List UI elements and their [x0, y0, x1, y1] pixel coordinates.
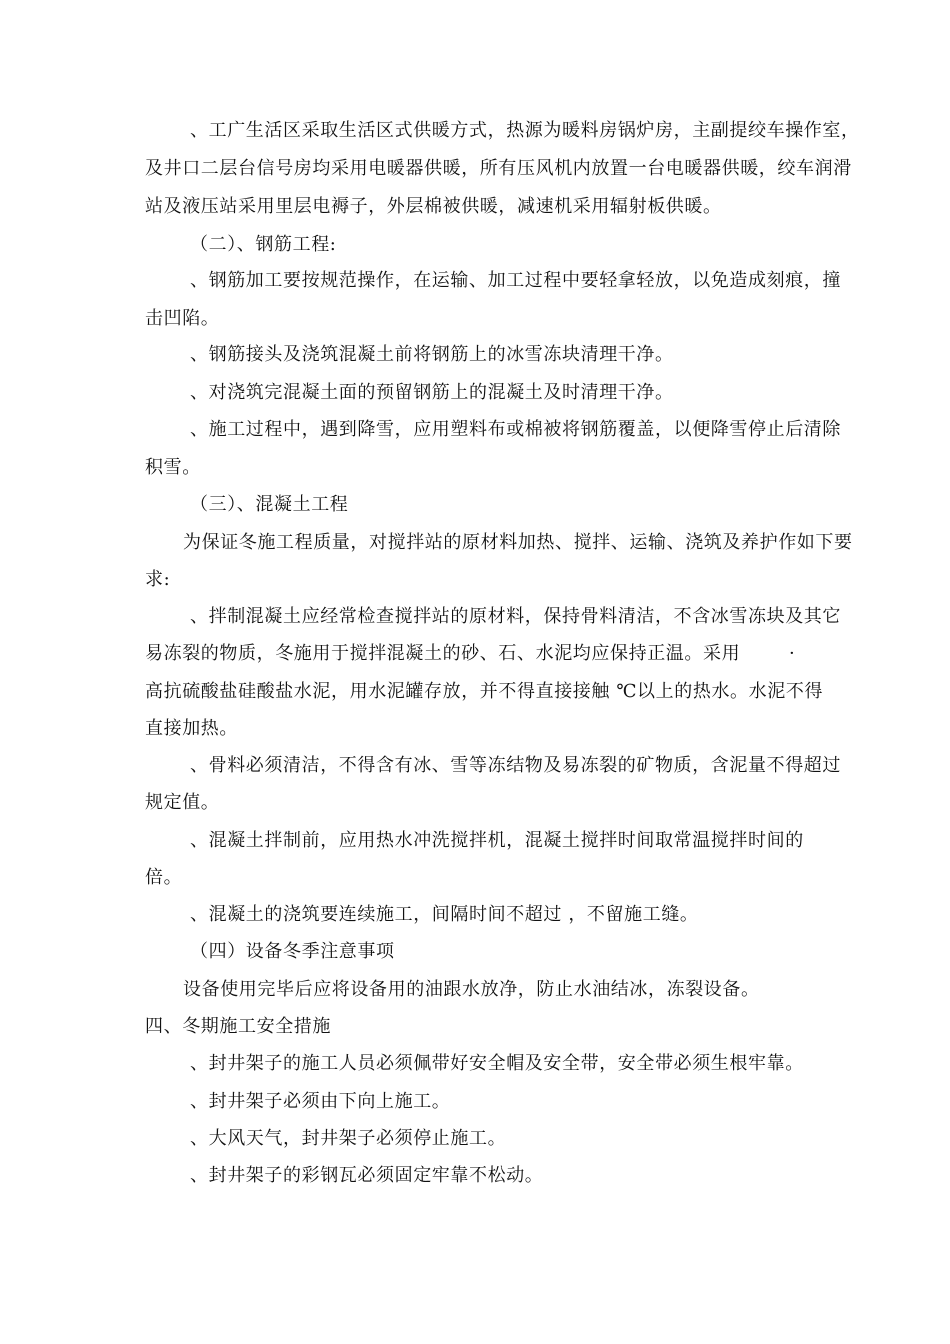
paragraph-line: 、对浇筑完混凝土面的预留钢筋上的混凝土及时清理干净。: [190, 382, 674, 403]
paragraph-line: 易冻裂的物质，冬施用于搅拌混凝土的砂、石、水泥均应保持正温。采用: [145, 643, 741, 664]
paragraph-line: 、施工过程中，遇到降雪，应用塑料布或棉被将钢筋覆盖，以便降雪停止后清除: [190, 419, 841, 440]
paragraph-line: 、混凝土的浇筑要连续施工，间隔时间不超过 ，不留施工缝。: [190, 904, 699, 925]
paragraph-line: 及井口二层台信号房均采用电暖器供暖，所有压风机内放置一台电暖器供暖，绞车润滑: [145, 158, 852, 179]
paragraph-line: 、混凝土拌制前，应用热水冲洗搅拌机，混凝土搅拌时间取常温搅拌时间的: [190, 830, 804, 851]
paragraph-line: 、钢筋接头及浇筑混凝土前将钢筋上的冰雪冻块清理干净。: [190, 344, 674, 365]
paragraph-line: 倍。: [145, 867, 183, 888]
paragraph-line: 直接加热。: [145, 718, 238, 739]
paragraph-line: 、封井架子的施工人员必须佩带好安全帽及安全带，安全带必须生根牢靠。: [190, 1053, 804, 1074]
paragraph-line: 、封井架子必须由下向上施工。: [190, 1091, 451, 1112]
paragraph-line: 、工广生活区采取生活区式供暖方式，热源为暖料房锅炉房，主副提绞车操作室，: [190, 120, 860, 141]
section-heading: （三）、混凝土工程: [190, 494, 349, 515]
paragraph-line: 、大风天气，封井架子必须停止施工。: [190, 1128, 507, 1149]
paragraph-line: 、钢筋加工要按规范操作，在运输、加工过程中要轻拿轻放，以免造成刻痕，撞: [190, 270, 841, 291]
paragraph-line: 规定值。: [145, 792, 220, 813]
paragraph-line: 设备使用完毕后应将设备用的油跟水放净，防止水油结冰，冻裂设备。: [183, 979, 760, 1000]
paragraph-line: 求:: [145, 569, 171, 590]
stray-dot: ·: [789, 643, 795, 664]
paragraph-line: 、拌制混凝土应经常检查搅拌站的原材料，保持骨料清洁，不含冰雪冻块及其它: [190, 606, 841, 627]
paragraph-line: 高抗硫酸盐硅酸盐水泥，用水泥罐存放，并不得直接接触 ℃以上的热水。水泥不得: [145, 681, 824, 702]
section-heading: 四、冬期施工安全措施: [145, 1016, 331, 1037]
paragraph-line: 击凹陷。: [145, 308, 220, 329]
paragraph-line: 、封井架子的彩钢瓦必须固定牢靠不松动。: [190, 1165, 544, 1186]
paragraph-line: 站及液压站采用里层电褥子，外层棉被供暖，减速机采用辐射板供暖。: [145, 196, 722, 217]
paragraph-line: 、骨料必须清洁，不得含有冰、雪等冻结物及易冻裂的矿物质，含泥量不得超过: [190, 755, 841, 776]
paragraph-line: 积雪。: [145, 457, 201, 478]
section-heading: （四）设备冬季注意事项: [190, 941, 395, 962]
section-heading: （二）、钢筋工程:: [190, 234, 337, 255]
paragraph-line: 为保证冬施工程质量，对搅拌站的原材料加热、搅拌、运输、浇筑及养护作如下要: [183, 532, 853, 553]
